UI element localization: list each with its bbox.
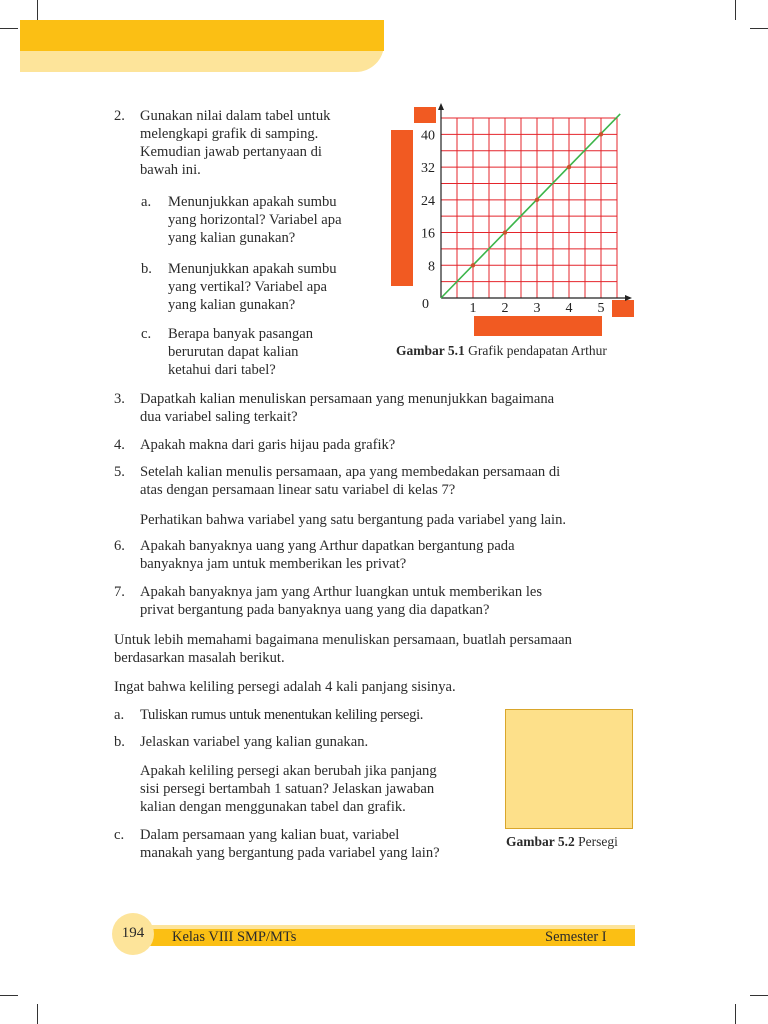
q2a-letter: a.: [141, 194, 152, 210]
question-number: 3.: [114, 391, 125, 407]
task-c-letter: c.: [114, 827, 125, 843]
figure1-caption: Gambar 5.1 Grafik pendapatan Arthur: [396, 343, 607, 358]
question-text: Apakah banyaknya uang yang Arthur dapatkan bergantung pada banyaknya jam untuk memberikan les privat?: [140, 538, 515, 572]
y-tick-label: 8: [428, 259, 435, 275]
data-point: [471, 263, 475, 267]
page-number: 194: [121, 925, 145, 941]
square-figure: [505, 709, 633, 829]
green-line: [441, 114, 620, 298]
x-tick-label: 2: [501, 301, 509, 316]
task-b-followup: Apakah keliling persegi akan berubah jika panjang sisi persegi bertambah 1 satuan? Jelaskan jawaban kalian dengan menggunakan tabel dan grafik.: [140, 763, 437, 815]
data-point: [599, 132, 603, 136]
question-number: 7.: [114, 584, 125, 600]
x-tick-label: 4: [565, 301, 573, 316]
data-point: [567, 165, 571, 169]
question-number: 6.: [114, 538, 125, 554]
q2a-text: Menunjukkan apakah sumbu yang horizontal? Variabel apa yang kalian gunakan?: [168, 194, 342, 246]
q2b-text: Menunjukkan apakah sumbu yang vertikal? Variabel apa yang kalian gunakan?: [168, 261, 337, 313]
y-axis-arrow: [438, 103, 444, 110]
question-text: Perhatikan bahwa variabel yang satu bergantung pada variabel yang lain.: [140, 512, 567, 528]
q2-number: 2.: [114, 108, 125, 124]
x-tick-label: 1: [469, 301, 477, 316]
q2-text: Gunakan nilai dalam tabel untuk melengkapi grafik di samping. Kemudian jawab pertanyaan di bawah ini.: [140, 108, 331, 178]
y-tick-label: 40: [421, 128, 435, 144]
intro-paragraph: Untuk lebih memahami bagaimana menuliskan persamaan, buatlah persamaan berdasarkan masalah berikut.: [114, 632, 572, 666]
orange-label-block-right: [612, 300, 634, 317]
orange-label-block-left: [391, 130, 413, 286]
footer-right-text: Semester I: [545, 929, 607, 945]
origin-label: 0: [422, 297, 429, 312]
question-text: Dapatkah kalian menuliskan persamaan yang menunjukkan bagaimana dua variabel saling terkait?: [140, 391, 555, 425]
task-c-text: Dalam persamaan yang kalian buat, variabel manakah yang bergantung pada variabel yang lain?: [140, 827, 440, 861]
question-number: 5.: [114, 464, 125, 480]
task-a-letter: a.: [114, 707, 125, 723]
footer-left-text: Kelas VIII SMP/MTs: [172, 929, 297, 945]
x-tick-label: 3: [533, 301, 541, 316]
header-band-top: [20, 20, 384, 51]
figure2-caption: Gambar 5.2 Persegi: [506, 834, 618, 849]
arthur-income-chart: [385, 100, 640, 345]
reminder-text: Ingat bahwa keliling persegi adalah 4 kali panjang sisinya.: [114, 679, 456, 695]
y-tick-label: 24: [421, 193, 435, 209]
question-number: 4.: [114, 437, 125, 453]
orange-label-block-top: [414, 107, 436, 123]
q2c-letter: c.: [141, 326, 152, 342]
x-tick-label: 5: [597, 301, 605, 316]
task-a-text: Tuliskan rumus untuk menentukan keliling persegi.: [140, 707, 424, 723]
question-text: Setelah kalian menulis persamaan, apa yang membedakan persamaan di atas dengan persamaan linear satu variabel di kelas 7?: [140, 464, 561, 498]
q2b-letter: b.: [141, 261, 152, 277]
orange-label-block-bottom: [474, 316, 602, 336]
y-tick-label: 32: [421, 161, 435, 177]
data-point: [503, 230, 507, 234]
task-b-text: Jelaskan variabel yang kalian gunakan.: [140, 734, 369, 750]
question-text: Apakah banyaknya jam yang Arthur luangkan untuk memberikan les privat bergantung pada banyaknya uang yang dia dapatkan?: [140, 584, 543, 618]
data-point: [535, 198, 539, 202]
task-b-letter: b.: [114, 734, 125, 750]
y-tick-label: 16: [421, 226, 435, 242]
q2c-text: Berapa banyak pasangan berurutan dapat kalian ketahui dari tabel?: [168, 326, 314, 378]
question-text: Apakah makna dari garis hijau pada grafik?: [140, 437, 396, 453]
